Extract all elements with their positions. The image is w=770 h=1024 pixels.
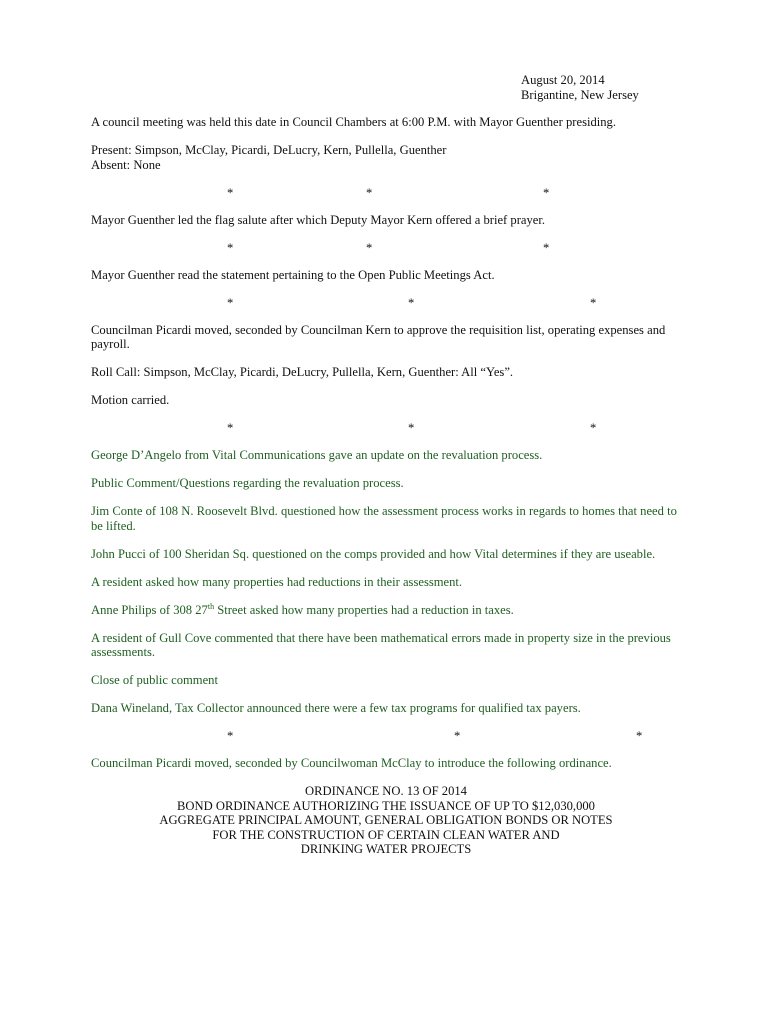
philips-paragraph [91, 603, 681, 618]
public-comment-paragraph: Public Comment/Questions regarding the revaluation process. [91, 476, 404, 490]
ordinance-title-line: BOND ORDINANCE AUTHORIZING THE ISSUANCE OF UP TO $12,030,000 [177, 798, 595, 813]
separator-row [91, 241, 681, 255]
separator-row [91, 729, 681, 743]
ordinance-title-block [91, 784, 681, 857]
meeting-date: August 20, 2014 [521, 73, 605, 87]
ordinance-number: ORDINANCE NO. 13 OF 2014 [305, 784, 467, 798]
philips-superscript: th [207, 601, 215, 611]
separator-star: * [227, 240, 234, 255]
separator-star: * [408, 295, 415, 310]
ordinance-title-line: AGGREGATE PRINCIPAL AMOUNT, GENERAL OBLIGATION BONDS OR NOTES [159, 813, 613, 827]
separator-star: * [227, 729, 234, 743]
ordinance-motion-paragraph: Councilman Picardi moved, seconded by Councilwoman McClay to introduce the following ordinance. [91, 756, 612, 770]
present-line: Present: Simpson, McClay, Picardi, DeLucry, Kern, Pullella, Guenther [91, 143, 447, 157]
separator-star: * [227, 295, 234, 310]
document-header [521, 73, 639, 102]
close-comment-paragraph: Close of public comment [91, 673, 218, 687]
flag-salute-paragraph: Mayor Guenther led the flag salute after which Deputy Mayor Kern offered a brief prayer. [91, 212, 546, 227]
separator-star: * [227, 185, 234, 200]
attendance-paragraph [91, 143, 681, 172]
separator-star: * [366, 185, 373, 200]
philips-text-end: Street asked how many properties had a reduction in taxes. [214, 602, 514, 617]
separator-star: * [366, 240, 373, 255]
meeting-location: Brigantine, New Jersey [521, 87, 639, 102]
resident-reductions-paragraph: A resident asked how many properties had reductions in their assessment. [91, 574, 463, 589]
requisition-motion-paragraph: Councilman Picardi moved, seconded by Councilman Kern to approve the requisition list, operating expenses and payroll. [91, 322, 666, 351]
meeting-paragraph: A council meeting was held this date in Council Chambers at 6:00 P.M. with Mayor Guenther presiding. [91, 115, 617, 129]
conte-paragraph: Jim Conte of 108 N. Roosevelt Blvd. questioned how the assessment process works in regards to homes that need to be lifted. [91, 504, 677, 533]
separator-row [91, 186, 681, 200]
motion-carried-paragraph: Motion carried. [91, 393, 170, 407]
philips-text-start: Anne Philips of 308 27 [91, 602, 208, 617]
separator-star: * [590, 421, 597, 435]
separator-star: * [543, 240, 550, 255]
separator-row [91, 421, 681, 435]
ordinance-title-line: DRINKING WATER PROJECTS [300, 842, 472, 856]
ordinance-title-line: FOR THE CONSTRUCTION OF CERTAIN CLEAN WATER AND [212, 827, 560, 842]
separator-star: * [408, 421, 415, 435]
opma-paragraph: Mayor Guenther read the statement pertaining to the Open Public Meetings Act. [91, 267, 495, 282]
separator-star: * [590, 295, 597, 310]
separator-row [91, 296, 681, 310]
pucci-paragraph: John Pucci of 100 Sheridan Sq. questioned on the comps provided and how Vital determines if they are useable. [91, 546, 656, 561]
separator-star: * [636, 729, 643, 743]
absent-line: Absent: None [91, 157, 161, 172]
separator-star: * [227, 421, 234, 435]
separator-star: * [543, 185, 550, 200]
wineland-paragraph: Dana Wineland, Tax Collector announced there were a few tax programs for qualified tax payers. [91, 701, 581, 715]
vital-update-paragraph: George D’Angelo from Vital Communications gave an update on the revaluation process. [91, 448, 543, 462]
roll-call-paragraph: Roll Call: Simpson, McClay, Picardi, DeLucry, Pullella, Kern, Guenther: All “Yes”. [91, 365, 514, 379]
minutes-body [91, 115, 681, 857]
gull-cove-paragraph: A resident of Gull Cove commented that there have been mathematical errors made in property size in the previous assessments. [91, 630, 671, 659]
separator-star: * [454, 729, 461, 743]
